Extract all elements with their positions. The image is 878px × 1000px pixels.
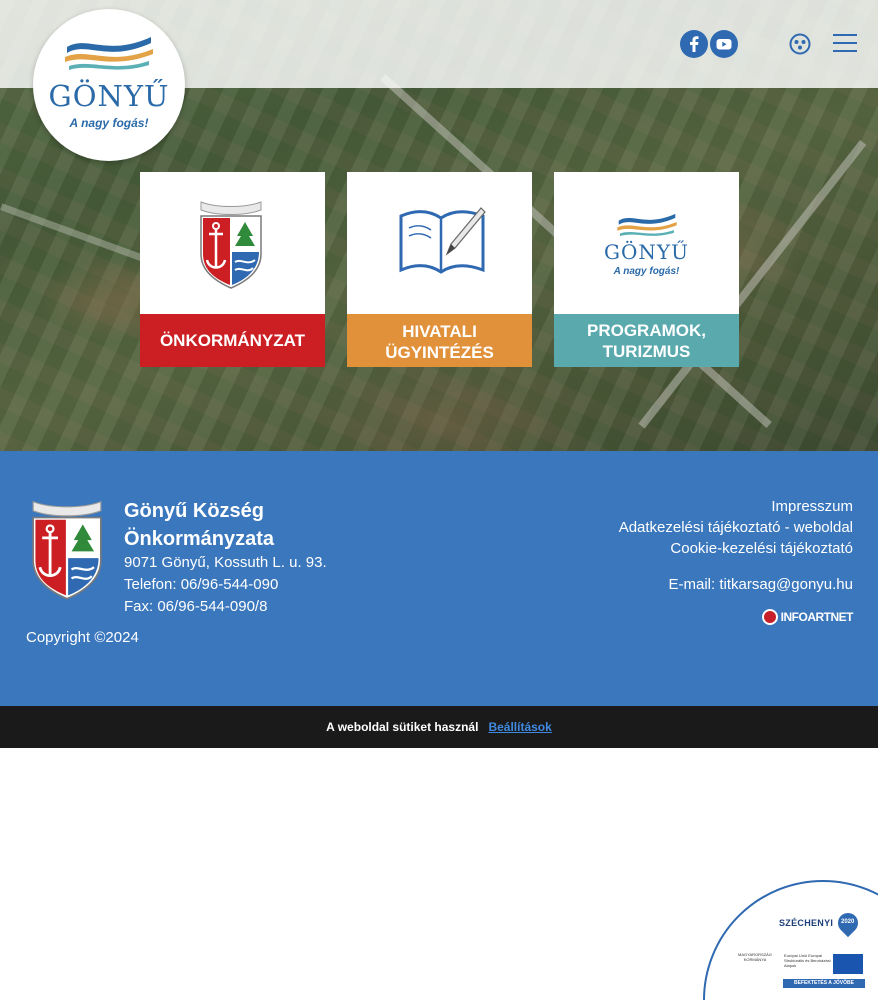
waves-icon [63, 29, 155, 75]
book-pen-icon [397, 206, 487, 278]
tile-logo-title: GÖNYŰ [604, 240, 689, 264]
organization-name: Gönyű Község Önkormányzata [124, 500, 275, 550]
tile-image [347, 172, 532, 314]
youtube-icon[interactable] [710, 30, 738, 58]
facebook-icon[interactable] [680, 30, 708, 58]
site-logo[interactable] [33, 9, 185, 161]
hero-aerial-background [0, 0, 878, 451]
accessibility-icon[interactable] [789, 33, 811, 60]
coat-of-arms-icon [26, 495, 108, 601]
link-adatkezelesi-tajekoztato[interactable]: Adatkezelési tájékoztató - weboldal [618, 519, 853, 536]
coat-of-arms-icon [195, 196, 267, 290]
link-cookie-tajekoztato[interactable]: Cookie-kezelési tájékoztató [670, 540, 853, 557]
cookie-settings-link[interactable]: Beállítások [488, 720, 552, 734]
tile-hivatali-ugyintezes[interactable] [347, 172, 532, 367]
badge-year: 2020 [841, 919, 855, 925]
contact-details [124, 552, 327, 618]
logo-title: GÖNYŰ [48, 79, 170, 113]
badge-title: SZÉCHENYI [779, 918, 834, 928]
address: 9071 Gönyű, Kossuth L. u. 93. [124, 554, 327, 571]
phone: Telefon: 06/96-544-090 [124, 576, 279, 593]
infoart-logo-icon [762, 609, 778, 625]
cookie-message: A weboldal sütiket használ [326, 720, 479, 734]
badge-invest: BEFEKTETÉS A JÖVŐBE [783, 979, 865, 988]
badge-eu: Európai Unió Európai Strukturális és Beruházási Alapok [784, 953, 831, 968]
link-impresszum[interactable]: Impresszum [771, 498, 853, 515]
badge-government: MAGYARORSZÁG KORMÁNYA [738, 952, 772, 962]
tile-image [140, 172, 325, 314]
copyright: Copyright ©2024 [26, 629, 139, 646]
tile-programok-turizmus[interactable] [554, 172, 739, 367]
footer-links [619, 496, 853, 559]
site-footer [0, 451, 878, 706]
infoartnet-credit[interactable] [762, 609, 853, 625]
tile-label: HIVATALI ÜGYINTÉZÉS [347, 314, 532, 367]
cookie-bar [0, 706, 878, 748]
tile-label: ÖNKORMÁNYZAT [140, 314, 325, 367]
logo-subtitle: A nagy fogás! [69, 116, 149, 130]
eu-flag-icon [833, 954, 863, 974]
tile-onkormanyzat[interactable] [140, 172, 325, 367]
tile-label: PROGRAMOK, TURIZMUS [554, 314, 739, 367]
hamburger-menu-icon[interactable] [833, 34, 857, 54]
tile-image [554, 172, 739, 314]
szechenyi-badge[interactable] [703, 880, 878, 1000]
waves-icon [616, 208, 678, 240]
email-link[interactable]: E-mail: titkarsag@gonyu.hu [668, 576, 853, 593]
credit-label: INFOARTNET [780, 610, 853, 624]
tile-logo-subtitle: A nagy fogás! [613, 266, 680, 277]
fax: Fax: 06/96-544-090/8 [124, 598, 268, 615]
